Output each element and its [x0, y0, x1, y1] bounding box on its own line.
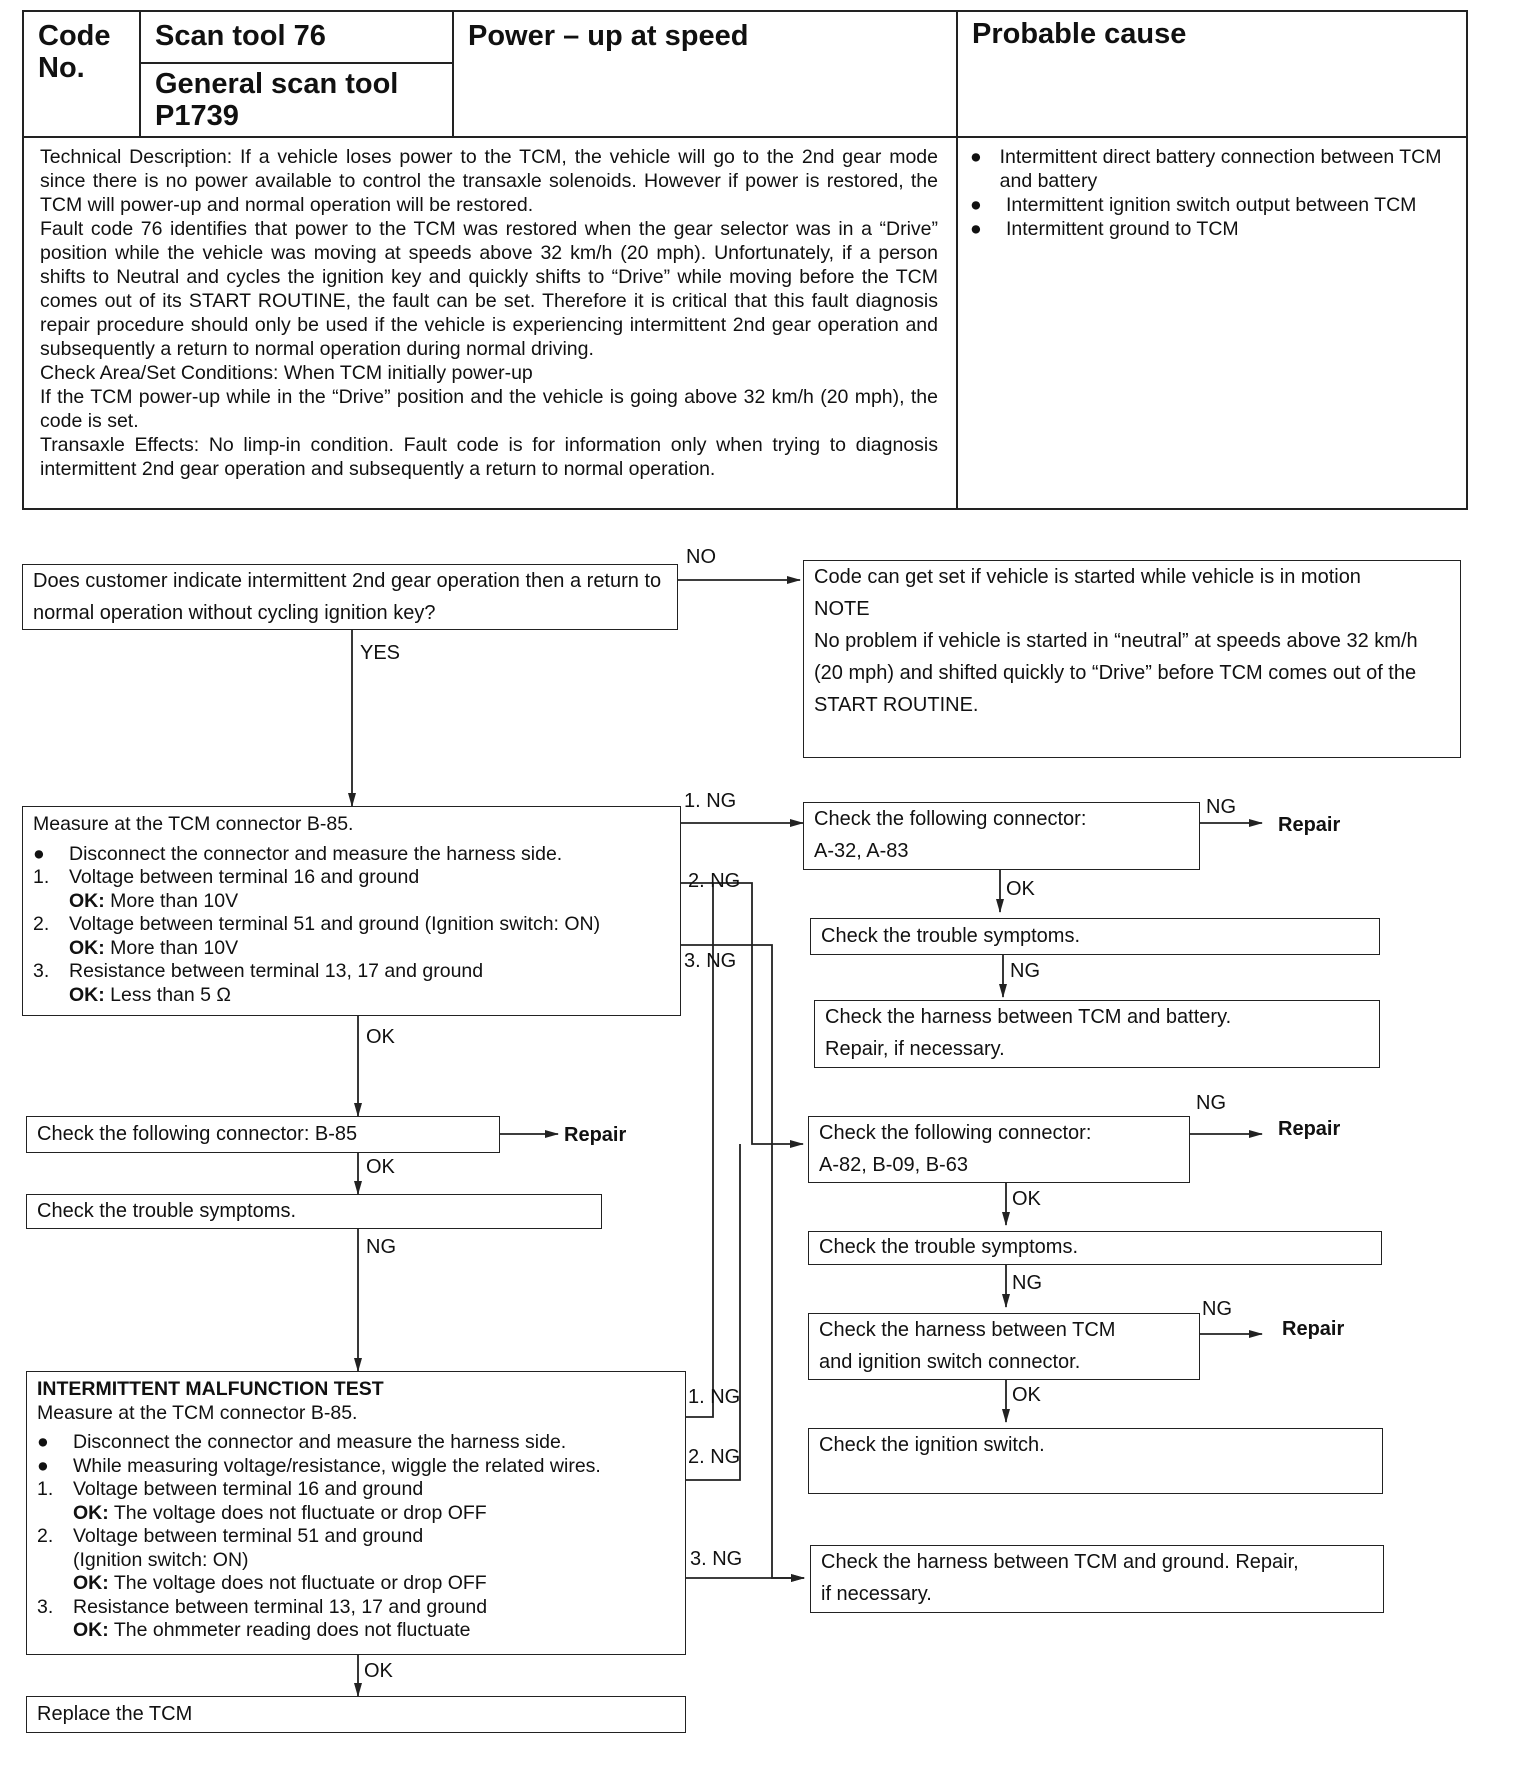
label-yes: YES — [360, 642, 401, 664]
bullet-icon: ● — [37, 1431, 49, 1453]
check-trouble-symptoms-right-2: Check the trouble symptoms. — [808, 1231, 1382, 1265]
measure-ok: OK: More than 10V — [69, 936, 239, 959]
intermittent-bullet: ● Disconnect the connector and measure the harness side. — [37, 1431, 567, 1453]
intermittent-ok: OK: The ohmmeter reading does not fluctuate — [73, 1619, 471, 1641]
label-ng1: 1. NG — [684, 790, 737, 812]
intermittent-malfunction-test-box: INTERMITTENT MALFUNCTION TEST Measure at the TCM connector B-85. ● Disconnect the connector and measure the harness side. ● While measuring voltage/resistance, wiggle the related wires. 1. Voltage between terminal 16 and ground OK: The voltage does not fluctuate or drop OFF 2. Voltage between terminal 51 and ground (Ignition switch: ON) OK: The voltage does not fluctuate or drop OFF 3. Resistance between terminal 13, 17 and ground OK: The ohmmeter reading does not fluctuate — [26, 1371, 686, 1655]
check-connector-a82-b09-b63: Check the following connector: A-82, B-09, B-63 — [808, 1116, 1190, 1183]
label-ok: OK — [366, 1156, 395, 1178]
bullet-icon: ● — [33, 842, 45, 865]
bullet-icon: ● — [37, 1454, 49, 1477]
description-paragraph: Check Area/Set Conditions: When TCM initially power-up — [40, 362, 533, 384]
intermittent-item: 2. Voltage between terminal 51 and ground — [37, 1525, 424, 1547]
note-box-code-set-in-motion: Code can get set if vehicle is started while vehicle is in motion NOTE No problem if vehicle is started in “neutral” at speeds above 32 km/h (20 mph) and shifted quickly to “Drive” before TCM comes out of the START ROUTINE. — [803, 560, 1461, 758]
label-ok: OK — [364, 1660, 393, 1682]
bullet-icon: ● — [970, 146, 982, 168]
intermittent-ok: OK: The voltage does not fluctuate or drop OFF — [73, 1501, 487, 1524]
probable-cause-item: ● Intermittent direct battery connection between TCM and battery — [970, 146, 1442, 192]
intermittent-ok: OK: The voltage does not fluctuate or drop OFF — [73, 1572, 487, 1594]
probable-cause-item: ● Intermittent ground to TCM — [970, 218, 1239, 240]
measure-ok: OK: More than 10V — [69, 889, 239, 912]
label-ng2: 2. NG — [688, 870, 741, 892]
check-harness-tcm-battery: Check the harness between TCM and battery. Repair, if necessary. — [814, 1000, 1380, 1068]
check-connector-b85: Check the following connector: B-85 — [26, 1116, 500, 1153]
code-no-label: Code No. — [38, 20, 111, 84]
label-ng: NG — [1202, 1298, 1232, 1320]
description-paragraph: Technical Description: If a vehicle loses power to the TCM, the vehicle will go to the 2nd gear mode since there is no power available to control the transaxle solenoids. However if power is restored, the TCM will power-up and normal operation will be restored. — [40, 146, 938, 216]
measure-item: 2. Voltage between terminal 51 and ground (Ignition switch: ON) — [33, 913, 601, 935]
measure-item: 1. Voltage between terminal 16 and ground — [33, 866, 420, 888]
check-harness-tcm-ignition: Check the harness between TCM and ignition switch connector. — [808, 1313, 1200, 1380]
general-scan-tool-code: General scan tool P1739 — [155, 68, 399, 132]
label-ng3: 3. NG — [684, 950, 737, 972]
intermittent-sub: (Ignition switch: ON) — [73, 1548, 249, 1571]
label-ng: NG — [1010, 960, 1040, 982]
measure-bullet: ● Disconnect the connector and measure the harness side. — [33, 842, 563, 865]
label-ng: NG — [1196, 1092, 1226, 1114]
intermittent-bullet: ● While measuring voltage/resistance, wiggle the related wires. — [37, 1454, 601, 1477]
label-ng3: 3. NG — [690, 1548, 743, 1570]
label-ok: OK — [1006, 878, 1035, 900]
check-connector-a32-a83: Check the following connector: A-32, A-83 — [803, 802, 1200, 870]
description-paragraph: Fault code 76 identifies that power to the TCM was restored when the gear selector was in a “Drive” position while the vehicle was moving at speeds above 32 km/h (20 mph). Unfortunately, if a person shifts to Neutral and cycles the ignition key and quickly shifts to “Drive” while moving before the TCM comes out of its START ROUTINE, the fault can be set. Therefore it is critical that this fault diagnosis repair procedure should only be used if the vehicle is experiencing intermittent 2nd gear operation and subsequently a return to normal operation during normal driving. — [40, 218, 938, 360]
probable-cause-label: Probable cause — [972, 18, 1187, 50]
measure-ok: OK: Less than 5 Ω — [69, 983, 231, 1006]
measure-tcm-connector-box: Measure at the TCM connector B-85. ● Disconnect the connector and measure the harness side. 1. Voltage between terminal 16 and ground OK: More than 10V 2. Voltage between terminal 51 and ground (Ignition switch: ON) OK: More than 10V 3. Resistance between terminal 13, 17 and ground OK: Less than 5 Ω — [22, 806, 681, 1016]
check-trouble-symptoms-right-1: Check the trouble symptoms. — [810, 918, 1380, 955]
description-paragraph: If the TCM power-up while in the “Drive” position and the vehicle is going above 32 km/h (20 mph), the code is set. — [40, 386, 938, 432]
label-ok: OK — [366, 1026, 395, 1048]
label-ng1: 1. NG — [688, 1386, 741, 1408]
check-ignition-switch: Check the ignition switch. — [808, 1428, 1383, 1494]
label-ng: NG — [366, 1236, 396, 1258]
question-intermittent-2nd-gear: Does customer indicate intermittent 2nd gear operation then a return to normal operation without cycling ignition key? — [22, 564, 678, 630]
label-ok: OK — [1012, 1188, 1041, 1210]
bullet-icon: ● — [970, 218, 982, 240]
label-repair: Repair — [1282, 1318, 1345, 1340]
intermittent-item: 1. Voltage between terminal 16 and ground — [37, 1478, 424, 1500]
label-no: NO — [686, 546, 716, 568]
label-ok: OK — [1012, 1384, 1041, 1406]
check-trouble-symptoms-left: Check the trouble symptoms. — [26, 1194, 602, 1229]
description-paragraph: Transaxle Effects: No limp-in condition. Fault code is for information only when trying to diagnosis intermittent 2nd gear operation and subsequently a return to normal operation. — [40, 434, 938, 480]
measure-item: 3. Resistance between terminal 13, 17 and ground — [33, 960, 484, 982]
label-repair: Repair — [1278, 1118, 1341, 1140]
intermittent-item: 3. Resistance between terminal 13, 17 and ground — [37, 1595, 488, 1618]
label-ng: NG — [1206, 796, 1236, 818]
label-ng2: 2. NG — [688, 1446, 741, 1468]
bullet-icon: ● — [970, 194, 982, 216]
page-title: Power – up at speed — [468, 20, 749, 52]
replace-tcm-box: Replace the TCM — [26, 1696, 686, 1733]
label-repair: Repair — [1278, 814, 1341, 836]
scan-tool-code: Scan tool 76 — [155, 20, 326, 52]
label-ng: NG — [1012, 1272, 1042, 1294]
probable-cause-item: ● Intermittent ignition switch output between TCM — [970, 194, 1417, 216]
label-repair: Repair — [564, 1124, 627, 1146]
check-harness-tcm-ground: Check the harness between TCM and ground. Repair, if necessary. — [810, 1545, 1384, 1613]
